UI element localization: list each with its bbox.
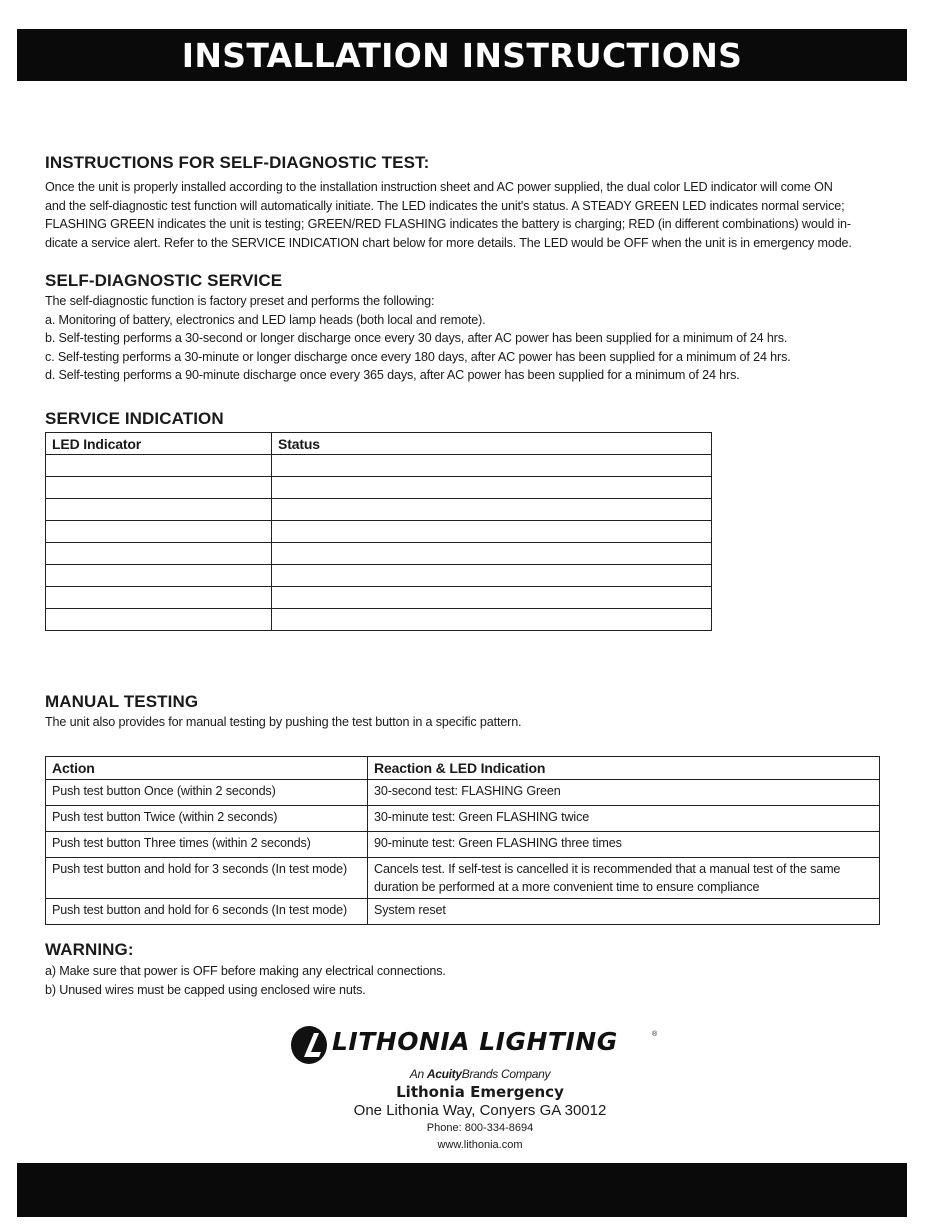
- registered-mark: ®: [652, 1031, 658, 1038]
- company-tagline: [300, 1067, 660, 1081]
- table-cell: Push test button Once (within 2 seconds): [46, 780, 368, 806]
- table-row: [46, 609, 712, 631]
- indication-heading: SERVICE INDICATION: [45, 409, 224, 428]
- manual-intro: The unit also provides for manual testing by pushing the test button in a specific pattern.: [45, 715, 522, 729]
- table-row: [46, 565, 712, 587]
- table-cell: Push test button and hold for 6 seconds (In test mode): [46, 899, 368, 925]
- table-cell: [272, 499, 712, 521]
- table-cell: [272, 521, 712, 543]
- warning-line: b) Unused wires must be capped using enclosed wire nuts.: [45, 982, 366, 997]
- table-row: [46, 455, 712, 477]
- lithonia-emblem-icon: [290, 1025, 328, 1065]
- service-line: d. Self-testing performs a 90-minute discharge once every 365 days, after AC power has been supplied for a minimum of 24 hrs.: [45, 368, 740, 383]
- header-banner: [17, 29, 907, 81]
- table-cell: [46, 455, 272, 477]
- column-header: Reaction & LED Indication: [368, 757, 880, 780]
- footer-bar: [17, 1163, 907, 1217]
- logo-wordmark: LITHONIA LIGHTING: [332, 1027, 618, 1056]
- table-header-row: [46, 433, 712, 455]
- tagline-suffix: Brands Company: [461, 1067, 551, 1081]
- table-cell: [46, 477, 272, 499]
- table-cell: [272, 455, 712, 477]
- table-cell: [46, 499, 272, 521]
- table-cell: [272, 609, 712, 631]
- table-cell: 30-minute test: Green FLASHING twice: [368, 806, 880, 832]
- table-header-row: [46, 757, 880, 780]
- table-cell: [272, 565, 712, 587]
- table-cell: [272, 543, 712, 565]
- warning-line: a) Make sure that power is OFF before making any electrical connections.: [45, 964, 446, 978]
- service-line: The self-diagnostic function is factory preset and performs the following:: [45, 294, 435, 308]
- service-line: c. Self-testing performs a 30-minute or longer discharge once every 180 days, after AC power has been supplied for a minimum of 24 hrs.: [45, 349, 791, 364]
- service-line: b. Self-testing performs a 30-second or longer discharge once every 30 days, after AC power has been supplied for a minimum of 24 hrs.: [45, 331, 788, 346]
- table-row: [46, 543, 712, 565]
- table-row: [46, 806, 880, 832]
- service-line: a. Monitoring of battery, electronics and LED lamp heads (both local and remote).: [45, 312, 486, 327]
- manual-heading: MANUAL TESTING: [45, 692, 199, 711]
- self-test-line: and the self-diagnostic test function will automatically initiate. The LED indicates the unit's status. A STEADY GREEN LED indicates normal service;: [45, 198, 845, 213]
- company-logo: [290, 1025, 670, 1065]
- column-header: Action: [46, 757, 368, 780]
- company-phone: Phone: 800-334-8694: [426, 1122, 534, 1134]
- table-cell: 30-second test: FLASHING Green: [368, 780, 880, 806]
- table-row: [46, 521, 712, 543]
- column-header: LED Indicator: [46, 433, 272, 455]
- table-row: [46, 477, 712, 499]
- table-cell: [46, 565, 272, 587]
- company-address: One Lithonia Way, Conyers GA 30012: [353, 1102, 607, 1119]
- company-website: www.lithonia.com: [437, 1139, 523, 1151]
- company-name: Lithonia Emergency: [396, 1083, 564, 1101]
- table-cell: Push test button and hold for 3 seconds (In test mode): [46, 858, 368, 899]
- self-test-line: dicate a service alert. Refer to the SERVICE INDICATION chart below for more details. The LED would be OFF when the unit is in emergency mode.: [45, 235, 852, 250]
- table-row: [46, 587, 712, 609]
- tagline-brand: Acuity: [426, 1067, 462, 1081]
- table-cell: [272, 587, 712, 609]
- table-cell: [46, 587, 272, 609]
- table-cell: [46, 521, 272, 543]
- table-cell: Push test button Three times (within 2 seconds): [46, 832, 368, 858]
- table-cell: 90-minute test: Green FLASHING three times: [368, 832, 880, 858]
- table-cell: Cancels test. If self-test is cancelled it is recommended that a manual test of the same duration be performed at a more convenient time to ensure compliance: [368, 858, 880, 899]
- column-header: Status: [272, 433, 712, 455]
- table-row: [46, 832, 880, 858]
- tagline-prefix: An: [409, 1067, 427, 1081]
- table-cell: Push test button Twice (within 2 seconds): [46, 806, 368, 832]
- self-test-heading: INSTRUCTIONS FOR SELF-DIAGNOSTIC TEST:: [45, 153, 430, 172]
- service-heading: SELF-DIAGNOSTIC SERVICE: [45, 271, 283, 290]
- table-row: [46, 899, 880, 925]
- warning-heading: WARNING:: [45, 940, 134, 959]
- table-cell: System reset: [368, 899, 880, 925]
- table-row: [46, 499, 712, 521]
- service-paragraph: [45, 292, 885, 385]
- manual-testing-table: [45, 756, 880, 925]
- table-cell: [46, 543, 272, 565]
- table-cell: [272, 477, 712, 499]
- table-row: [46, 780, 880, 806]
- self-test-line: Once the unit is properly installed according to the installation instruction sheet and AC power supplied, the dual color LED indicator will come ON: [45, 180, 833, 194]
- table-cell: [46, 609, 272, 631]
- self-test-paragraph: [45, 178, 885, 252]
- self-test-line: FLASHING GREEN indicates the unit is testing; GREEN/RED FLASHING indicates the battery is charging; RED (in different combinations) would in-: [45, 217, 851, 232]
- page-title: INSTALLATION INSTRUCTIONS: [181, 36, 743, 75]
- warning-paragraph: [45, 962, 885, 999]
- service-indication-table: [45, 432, 712, 631]
- table-row: [46, 858, 880, 899]
